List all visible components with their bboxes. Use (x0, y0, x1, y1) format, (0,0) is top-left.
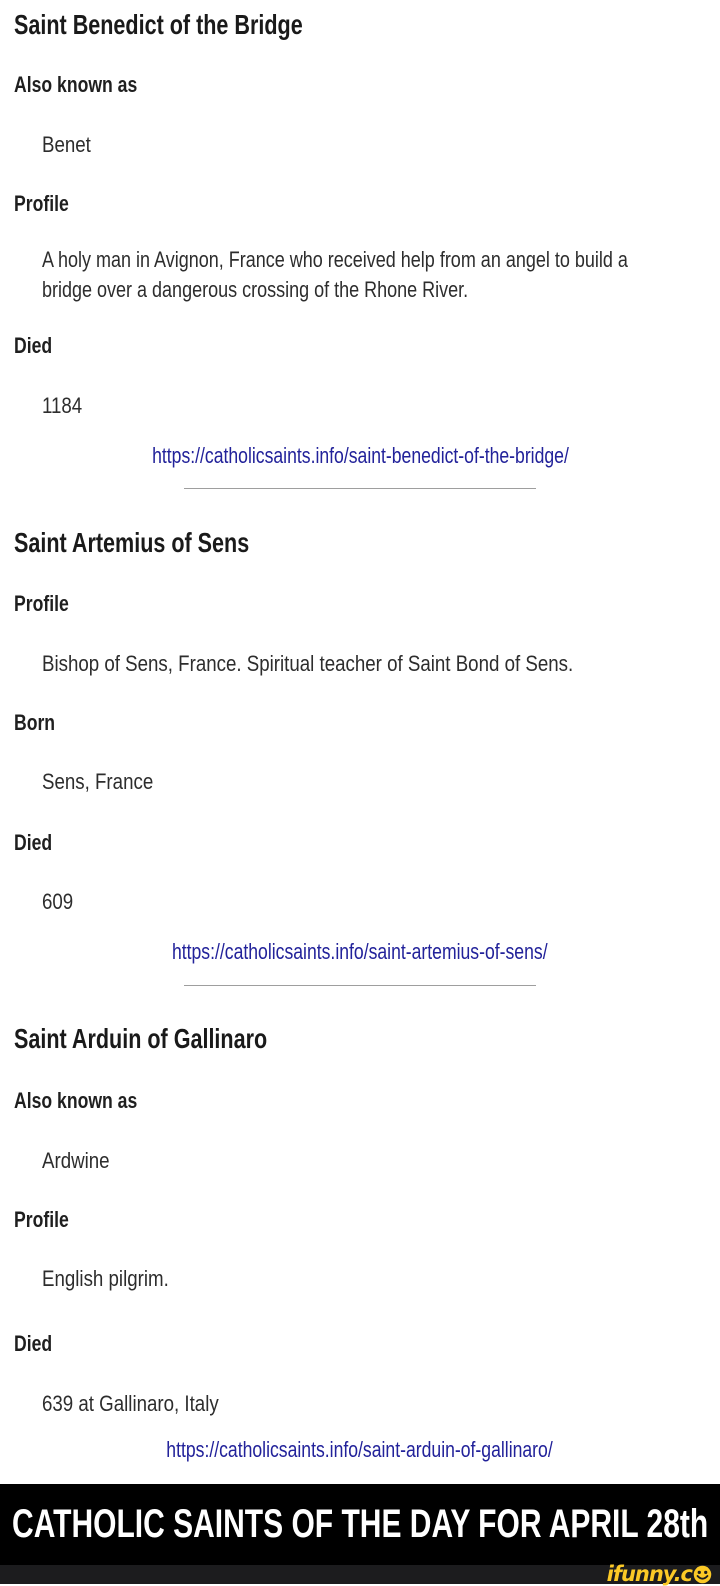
field-value: 639 at Gallinaro, Italy (42, 1391, 219, 1416)
saint-title: Saint Artemius of Sens (14, 527, 250, 558)
field-label: Also known as (14, 72, 138, 97)
field-label: Died (14, 830, 53, 855)
ifunny-logo-text: ifunny.c (606, 1562, 692, 1586)
field-value: Bishop of Sens, France. Spiritual teacher of Saint Bond of Sens. (42, 651, 574, 676)
field-label: Also known as (14, 1088, 138, 1113)
field-value: Sens, France (42, 769, 154, 794)
saint-section-benedict (0, 8, 720, 471)
section-divider (184, 488, 536, 489)
field-value: 1184 (42, 393, 83, 418)
field-label: Profile (14, 191, 69, 216)
source-link-row (0, 1435, 720, 1465)
field-label: Born (14, 710, 56, 735)
field-label: Profile (14, 591, 69, 616)
source-link-row (0, 937, 720, 967)
saint-section-artemius (0, 526, 720, 967)
profile-paragraph: A holy man in Avignon, France who received help from an angel to build a bridge over a dangerous crossing of the Rhone River. (42, 247, 628, 302)
source-link[interactable]: https://catholicsaints.info/saint-arduin-of-gallinaro/ (166, 1437, 554, 1462)
source-link-row (0, 441, 720, 471)
field-value: 609 (42, 889, 74, 914)
field-value: Ardwine (42, 1148, 110, 1173)
saint-title: Saint Benedict of the Bridge (14, 9, 303, 40)
ifunny-logo (607, 1564, 712, 1585)
caption-banner (0, 1484, 720, 1565)
field-value: Benet (42, 132, 91, 157)
caption-banner-text: CATHOLIC SAINTS OF THE DAY FOR APRIL 28th (11, 1502, 709, 1546)
saint-title: Saint Arduin of Gallinaro (14, 1023, 268, 1054)
field-label: Died (14, 1331, 53, 1356)
field-label: Profile (14, 1207, 69, 1232)
saint-section-arduin (0, 1022, 720, 1465)
section-divider (184, 985, 536, 986)
source-link[interactable]: https://catholicsaints.info/saint-benedict-of-the-bridge/ (151, 443, 569, 468)
source-link[interactable]: https://catholicsaints.info/saint-artemius-of-sens/ (172, 939, 548, 964)
field-label: Died (14, 333, 53, 358)
ifunny-smiley-o-icon (692, 1565, 712, 1584)
field-value: English pilgrim. (42, 1266, 169, 1291)
